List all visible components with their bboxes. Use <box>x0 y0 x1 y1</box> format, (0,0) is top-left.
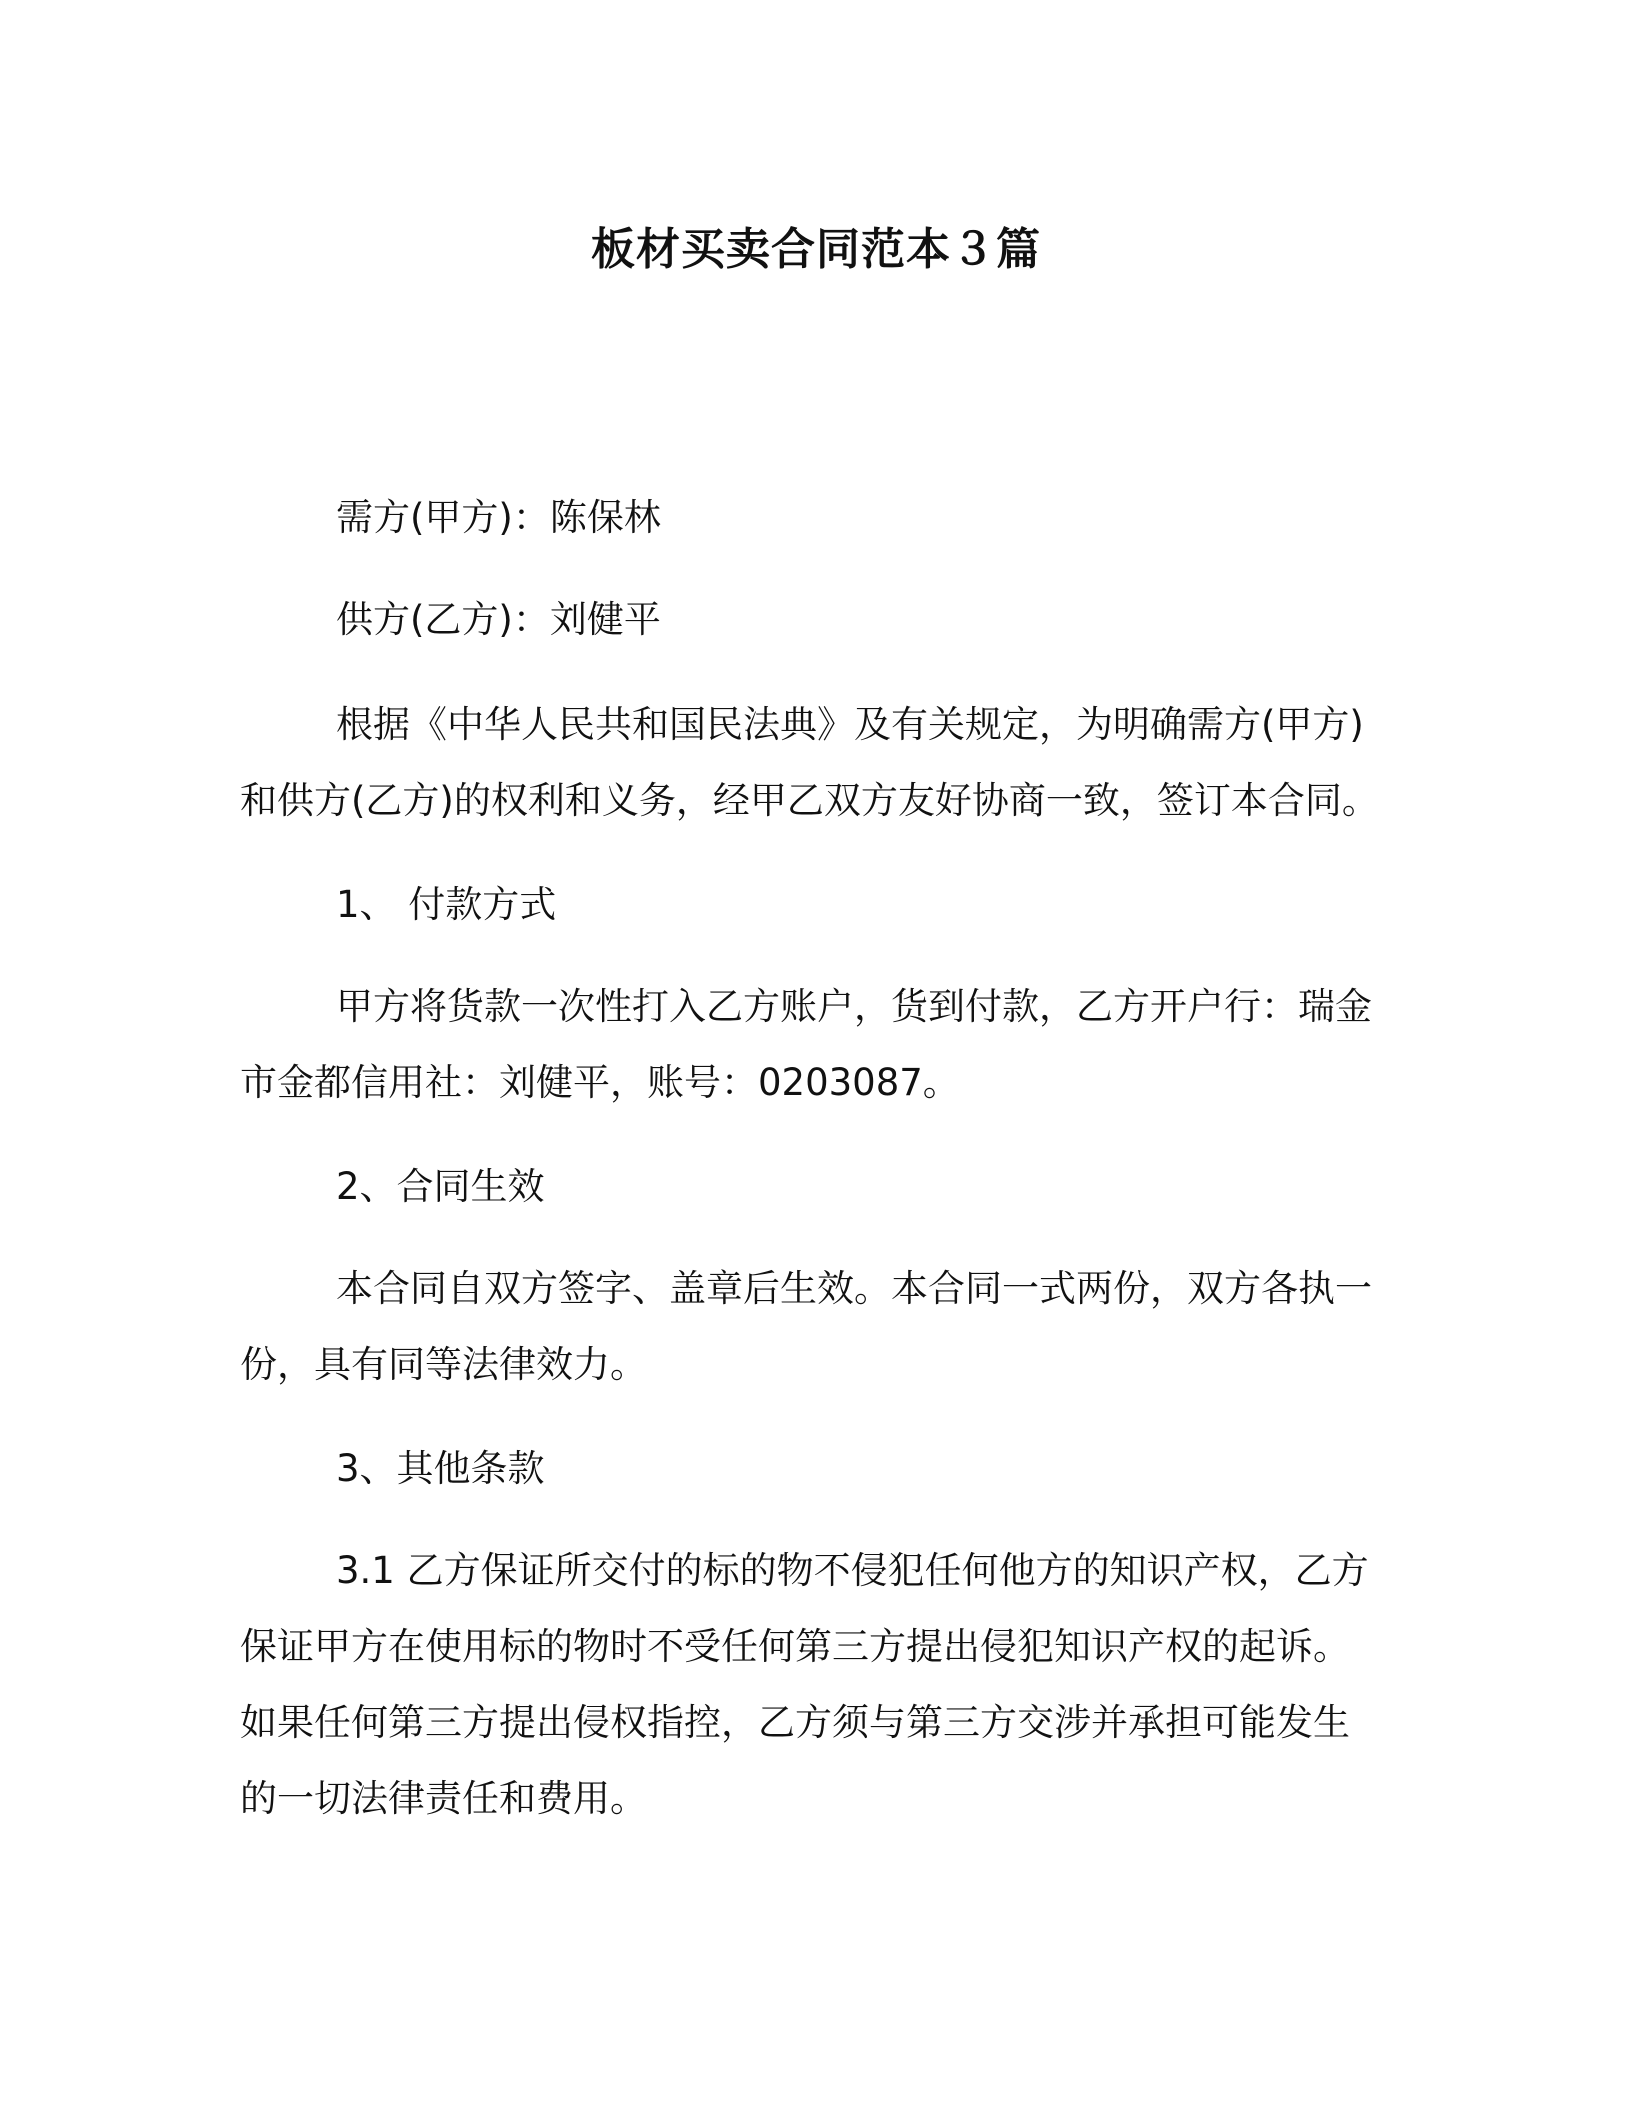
intro-line-2: 和供方(乙方)的权利和义务，经甲乙双方友好协商一致，签订本合同。 <box>240 779 1379 822</box>
document-title: 板材买卖合同范本３篇 <box>591 224 1041 275</box>
section-3-line-2: 保证甲方在使用标的物时不受任何第三方提出侵犯知识产权的起诉。 <box>240 1625 1350 1668</box>
section-3-line-3: 如果任何第三方提出侵权指控，乙方须与第三方交涉并承担可能发生 <box>240 1701 1350 1744</box>
intro-line-1: 根据《中华人民共和国民法典》及有关规定，为明确需方(甲方) <box>336 703 1364 746</box>
section-1-heading: 1、 付款方式 <box>336 883 557 926</box>
section-2-line-2: 份，具有同等法律效力。 <box>240 1343 647 1386</box>
section-3-heading: 3、其他条款 <box>336 1447 545 1490</box>
intro-paragraph <box>240 687 1390 839</box>
party-b-line: 供方(乙方)：刘健平 <box>336 598 661 641</box>
section-2-line-1: 本合同自双方签字、盖章后生效。本合同一式两份，双方各执一 <box>336 1267 1372 1310</box>
party-a-line: 需方(甲方)：陈保林 <box>336 496 661 539</box>
section-1-line-1: 甲方将货款一次性打入乙方账户，货到付款，乙方开户行：瑞金 <box>336 985 1372 1028</box>
section-3-body <box>240 1533 1390 1837</box>
section-3-line-4: 的一切法律责任和费用。 <box>240 1777 647 1820</box>
section-1-line-2: 市金都信用社：刘健平，账号：0203087。 <box>240 1061 960 1104</box>
section-1-body <box>240 969 1390 1121</box>
section-2-body <box>240 1251 1390 1403</box>
section-3-line-1: 3.1 乙方保证所交付的标的物不侵犯任何他方的知识产权，乙方 <box>336 1549 1369 1592</box>
section-2-heading: 2、合同生效 <box>336 1165 545 1208</box>
